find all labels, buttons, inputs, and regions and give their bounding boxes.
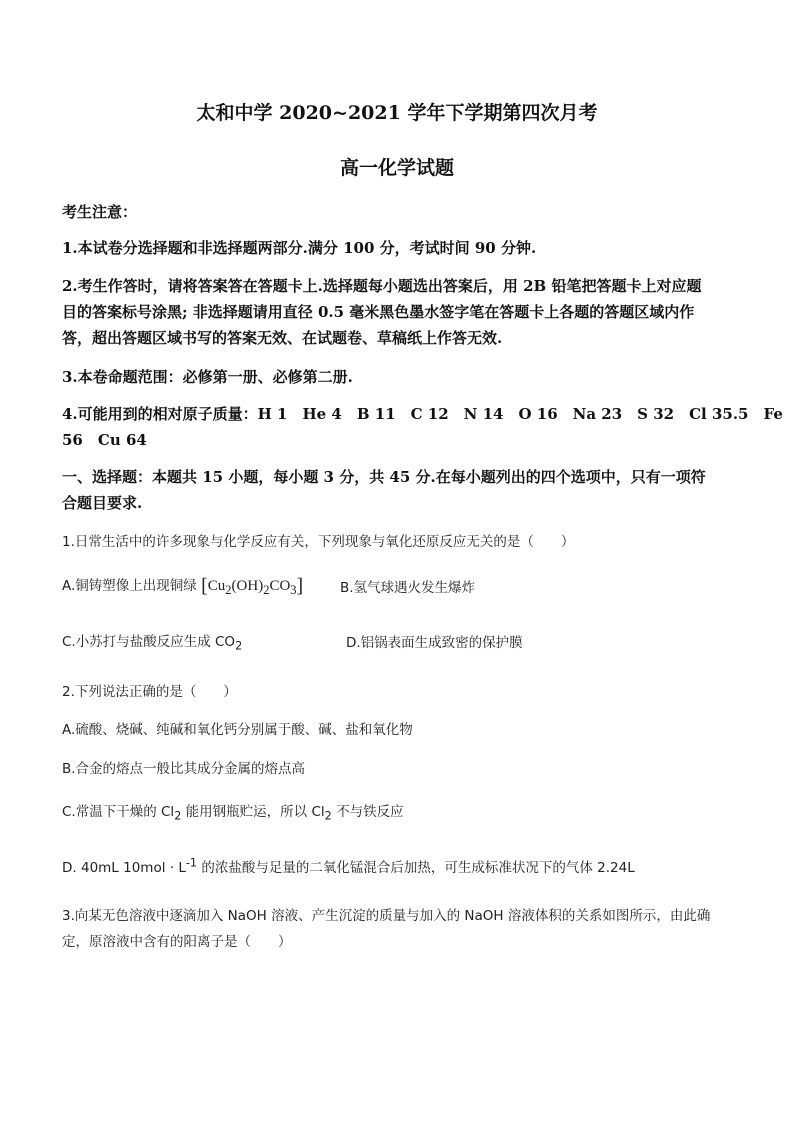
q1-stem: 1.日常生活中的许多现象与化学反应有关，下列现象与氧化还原反应无关的是（ ） bbox=[62, 534, 575, 550]
notice-heading: 考生注意： bbox=[62, 203, 138, 221]
notice-item-1: 1.本试卷分选择题和非选择题两部分.满分 100 分，考试时间 90 分钟. bbox=[62, 239, 537, 257]
q2-option-c: C.常温下干燥的 $Cl_2$ 能用钢瓶贮运，所以 $Cl_2$ 不与铁反应 bbox=[62, 804, 404, 823]
section-1-heading-line-2: 合题目要求. bbox=[62, 494, 143, 512]
q1-option-b: B.氢气球遇火发生爆炸 bbox=[340, 580, 476, 596]
exam-title: 太和中学 2020~2021 学年下学期第四次月考 bbox=[196, 102, 598, 124]
q2-stem: 2.下列说法正确的是（ ） bbox=[62, 684, 237, 700]
q3-stem-line-2: 定，原溶液中含有的阳离子是（ ） bbox=[62, 934, 292, 950]
q1-option-c bbox=[62, 630, 242, 653]
section-1-heading-line-1: 一、选择题：本题共 15 小题，每小题 3 分，共 45 分.在每小题列出的四个选项中，只有一项符 bbox=[62, 468, 706, 486]
copper-carbonate-formula: $[Cu_2(OH)_2CO_3]$ bbox=[201, 575, 304, 597]
notice-item-3: 3.本卷命题范围：必修第一册、必修第二册. bbox=[62, 368, 353, 386]
q2-option-d: D. 40mL $10mol \cdot L^{-1}$ 的浓盐酸与足量的二氧化锰混合后加热，可生成标准状况下的气体 2.24L bbox=[62, 856, 635, 876]
notice-item-4-line-1: 4.可能用到的相对原子质量：H 1 He 4 B 11 C 12 N 14 O 16 Na 23 S 32 Cl 35.5 Fe bbox=[62, 405, 783, 423]
q1-option-c-text: C.小苏打与盐酸反应生成 CO bbox=[62, 634, 236, 650]
q1-option-a-text: A.铜铸塑像上出现铜绿 bbox=[62, 578, 197, 594]
q1-option-c-subscript: 2 bbox=[235, 639, 243, 653]
q1-option-d: D.铝锅表面生成致密的保护膜 bbox=[346, 635, 523, 651]
exam-subtitle: 高一化学试题 bbox=[339, 157, 454, 179]
q2-option-a: A.硫酸、烧碱、纯碱和氧化钙分别属于酸、碱、盐和氧化物 bbox=[62, 722, 413, 738]
notice-item-2-line-1: 2.考生作答时，请将答案答在答题卡上.选择题每小题选出答案后，用 2B 铅笔把答题卡上对应题 bbox=[62, 277, 702, 295]
notice-item-2-line-2: 目的答案标号涂黑; 非选择题请用直径 0.5 毫米黑色墨水签字笔在答题卡上各题的答题区域内作 bbox=[62, 303, 695, 321]
notice-item-4-line-2: 56 Cu 64 bbox=[62, 431, 147, 449]
q3-stem-line-1: 3.向某无色溶液中逐滴加入 NaOH 溶液、产生沉淀的质量与加入的 NaOH 溶液体积的关系如图所示，由此确 bbox=[62, 908, 711, 924]
q1-option-a bbox=[62, 574, 303, 598]
q2-option-b: B.合金的熔点一般比其成分金属的熔点高 bbox=[62, 761, 306, 777]
notice-item-2-line-3: 答，超出答题区域书写的答案无效、在试题卷、草稿纸上作答无效. bbox=[62, 329, 503, 347]
